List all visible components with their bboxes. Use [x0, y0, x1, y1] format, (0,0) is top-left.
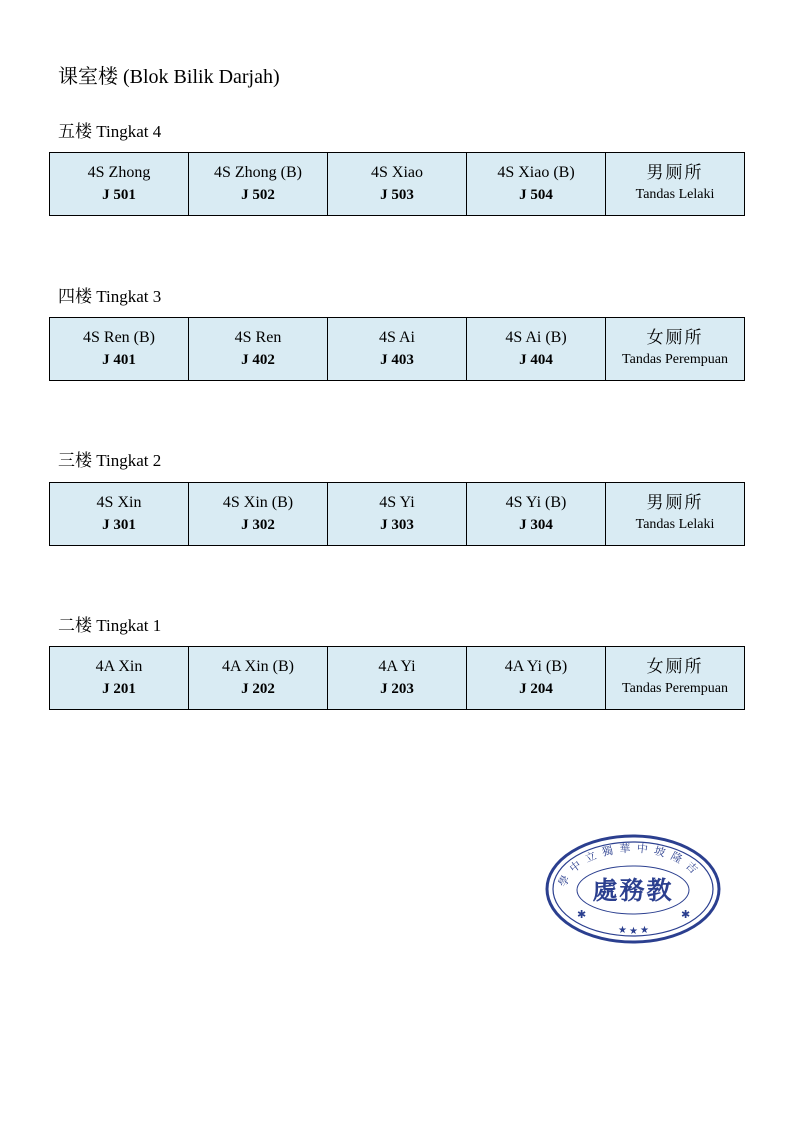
room-name: 4S Xin (B) [222, 494, 294, 511]
room-cell [328, 483, 467, 546]
room-code: J 503 [380, 187, 414, 203]
toilet-cell [606, 153, 745, 216]
room-code: J 303 [380, 517, 414, 533]
room-code: J 204 [519, 681, 553, 697]
room-code: J 403 [380, 352, 414, 368]
toilet-cell [606, 647, 745, 710]
floor-table [49, 646, 745, 710]
room-name: 4S Xin [96, 494, 142, 511]
room-cell [328, 647, 467, 710]
room-cell [328, 318, 467, 381]
room-cell [50, 153, 189, 216]
room-code: J 504 [519, 187, 553, 203]
seal-main-text: 處務教 [592, 876, 674, 905]
room-cell [328, 153, 467, 216]
toilet-label-cn: 女厕所 [646, 657, 704, 676]
room-code: J 402 [241, 352, 275, 368]
room-name: 4S Ai [378, 329, 415, 346]
room-name: 4S Xiao [371, 164, 423, 181]
room-code: J 301 [102, 517, 136, 533]
room-cell [467, 647, 606, 710]
room-code: J 202 [241, 681, 275, 697]
room-cell [189, 483, 328, 546]
room-name: 4A Xin [95, 658, 143, 675]
room-code: J 404 [519, 352, 553, 368]
room-code: J 201 [102, 681, 136, 697]
room-cell [189, 153, 328, 216]
room-name: 4S Ren [234, 329, 282, 346]
toilet-label-ms: Tandas Lelaki [635, 517, 715, 532]
room-name: 4A Yi [378, 658, 416, 675]
floor-table [49, 482, 745, 546]
toilet-label-ms: Tandas Lelaki [635, 187, 715, 202]
room-name: 4S Ai (B) [505, 329, 567, 346]
room-cell [467, 318, 606, 381]
toilet-label-cn: 女厕所 [646, 328, 704, 347]
toilet-label-cn: 男厕所 [646, 163, 704, 182]
room-name: 4S Yi [379, 494, 415, 511]
toilet-cell [606, 318, 745, 381]
seal-star-icon: ✱ [681, 909, 691, 921]
room-name: 4A Yi (B) [504, 658, 568, 675]
room-name: 4S Ren (B) [83, 329, 155, 346]
room-cell [467, 483, 606, 546]
floor-title: 四楼 Tingkat 3 [58, 287, 162, 306]
seal-star-icon: ★ [618, 925, 627, 936]
page-title: 课室楼 (Blok Bilik Darjah) [58, 66, 280, 88]
room-code: J 203 [380, 681, 414, 697]
room-name: 4S Yi (B) [505, 494, 567, 511]
seal-star-icon: ✱ [577, 909, 587, 921]
toilet-label-ms: Tandas Perempuan [622, 681, 728, 696]
room-cell [50, 647, 189, 710]
floor-table [49, 317, 745, 381]
toilet-cell [606, 483, 745, 546]
floor-title: 三楼 Tingkat 2 [58, 451, 162, 470]
toilet-label-cn: 男厕所 [646, 493, 704, 512]
room-name: 4A Xin (B) [222, 658, 294, 675]
room-code: J 304 [519, 517, 553, 533]
toilet-label-ms: Tandas Perempuan [622, 352, 728, 367]
room-name: 4S Zhong [87, 164, 151, 181]
room-code: J 501 [102, 187, 136, 203]
room-name: 4S Xiao (B) [497, 164, 575, 181]
room-code: J 302 [241, 517, 275, 533]
room-cell [189, 318, 328, 381]
seal-ring-text: 學中立獨華中坡隆吉 [555, 841, 705, 890]
floor-title: 二楼 Tingkat 1 [58, 616, 162, 635]
seal-star-icon: ★ [629, 926, 638, 937]
floor-table [49, 152, 745, 216]
room-code: J 502 [241, 187, 275, 203]
room-cell [189, 647, 328, 710]
room-name: 4S Zhong (B) [214, 164, 302, 181]
room-cell [50, 483, 189, 546]
floor-title: 五楼 Tingkat 4 [58, 122, 162, 141]
room-code: J 401 [102, 352, 136, 368]
room-cell [467, 153, 606, 216]
room-cell [50, 318, 189, 381]
office-seal-stamp [543, 832, 723, 946]
seal-star-icon: ★ [640, 925, 649, 936]
